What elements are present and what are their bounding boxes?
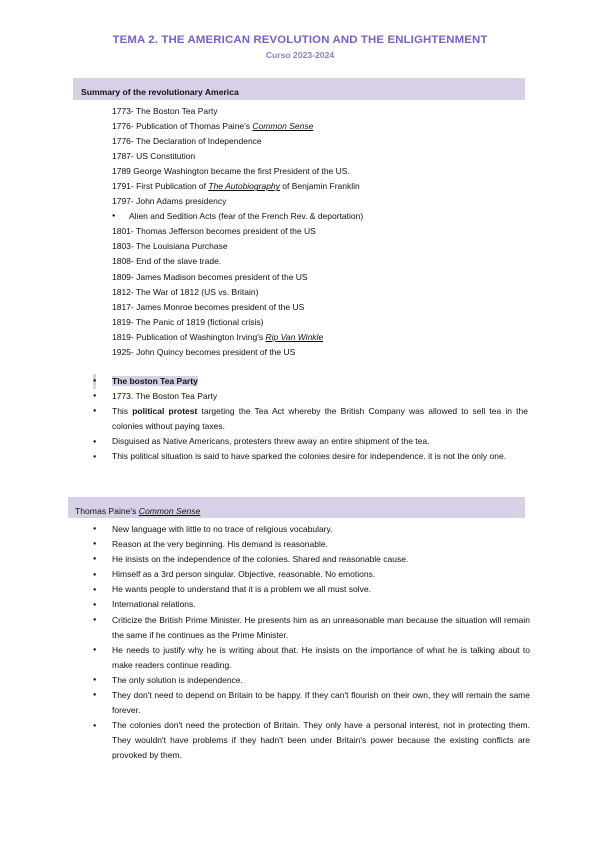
timeline-row: 1817- James Monroe becomes president of the US xyxy=(112,301,305,312)
emphasis-text: political protest xyxy=(132,406,198,417)
list-item xyxy=(93,374,528,389)
timeline-row: 1809- James Madison becomes president of the US xyxy=(112,271,308,282)
list-item: ● Reason at the very beginning. His demand is reasonable. xyxy=(93,537,530,552)
list-item: ● He needs to justify why he is writing about that. He insists on the importance of what he is talking about to make readers continue reading. xyxy=(93,643,530,673)
work-title: Rip Van Winkle xyxy=(265,331,324,342)
timeline-row: 1789 George Washington became the first President of the US. xyxy=(112,166,350,177)
timeline-row: 1808- End of the slave trade. xyxy=(112,256,222,267)
timeline-row: 1776- Publication of Thomas Paine's Common Sense xyxy=(112,121,314,132)
timeline-row: 1819- Publication of Washington Irving's Rip Van Winkle xyxy=(112,331,324,342)
timeline-row: 1791- First Publication of The Autobiography of Benjamin Franklin xyxy=(112,181,360,192)
list-item: ● He insists on the independence of the colonies. Shared and reasonable cause. xyxy=(93,552,530,567)
highlighted-subheading: The boston Tea Party xyxy=(112,376,198,386)
timeline-row: 1797- John Adams presidency xyxy=(112,196,227,207)
page-subtitle: Curso 2023-2024 xyxy=(265,50,335,60)
section-header-summary-label: Summary of the revolutionary America xyxy=(81,87,239,97)
timeline-row: 1776- The Declaration of Independence xyxy=(112,136,262,147)
common-sense-bullets xyxy=(93,522,530,764)
list-item: ● This political protest targeting the Tea Act whereby the British Company was allowed to sell tea in the colonies without paying taxes. xyxy=(93,404,528,434)
timeline-row: 1925- John Quincy becomes president of the US xyxy=(112,346,296,357)
list-item: ● The colonies don't need the protection of Britain. They only have a personal interest, not in protecting them. They wouldn't have problems if they hadn't been under Britain's power because the existing conflicts are provoked by them. xyxy=(93,718,530,763)
list-item: ● The only solution is independence. xyxy=(93,673,530,688)
timeline-sub-bullet: ● Alien and Sedition Acts (fear of the French Rev. & deportation) xyxy=(112,209,532,224)
timeline-row: 1803- The Louisiana Purchase xyxy=(112,241,228,252)
section-header-common-sense-label: Thomas Paine's Common Sense xyxy=(75,506,201,516)
timeline-row: 1773- The Boston Tea Party xyxy=(112,106,218,116)
list-item: ● International relations. xyxy=(93,597,530,612)
work-title: The Autobiography xyxy=(208,181,280,192)
list-item: ● Disguised as Native Americans, protesters threw away an entire shipment of the tea. xyxy=(93,434,528,449)
timeline-row: 1787- US Constitution xyxy=(112,151,196,162)
timeline-row: 1819- The Panic of 1819 (fictional crisis) xyxy=(112,316,264,327)
list-item: ● 1773. The Boston Tea Party xyxy=(93,389,528,404)
boston-tea-party-bullets xyxy=(93,374,528,465)
list-item: ● Himself as a 3rd person singular. Objective, reasonable. No emotions. xyxy=(93,567,530,582)
list-item: ● This political situation is said to have sparked the colonies desire for independence. it is not the only one. xyxy=(93,449,528,464)
list-item: ● They don't need to depend on Britain to be happy. If they can't flourish on their own, they will remain the same forever. xyxy=(93,688,530,718)
work-title: Common Sense xyxy=(252,121,314,132)
timeline-row: 1801- Thomas Jefferson becomes president of the US xyxy=(112,226,316,237)
work-title: Common Sense xyxy=(138,506,201,516)
list-item: ● He wants people to understand that it is a problem we all must solve. xyxy=(93,582,530,597)
section-header-summary xyxy=(73,78,525,100)
title-block xyxy=(0,0,600,61)
list-item: ● New language with little to no trace of religious vocabulary. xyxy=(93,522,530,537)
timeline-row: 1812- The War of 1812 (US vs. Britain) xyxy=(112,286,259,297)
list-item: ● Criticize the British Prime Minister. He presents him as an unreasonable man because the situation will remain the same if he continues as the Prime Minister. xyxy=(93,613,530,643)
page-title: TEMA 2. THE AMERICAN REVOLUTION AND THE ENLIGHTENMENT xyxy=(112,34,488,46)
timeline-list xyxy=(112,104,532,360)
section-header-common-sense xyxy=(68,497,525,518)
